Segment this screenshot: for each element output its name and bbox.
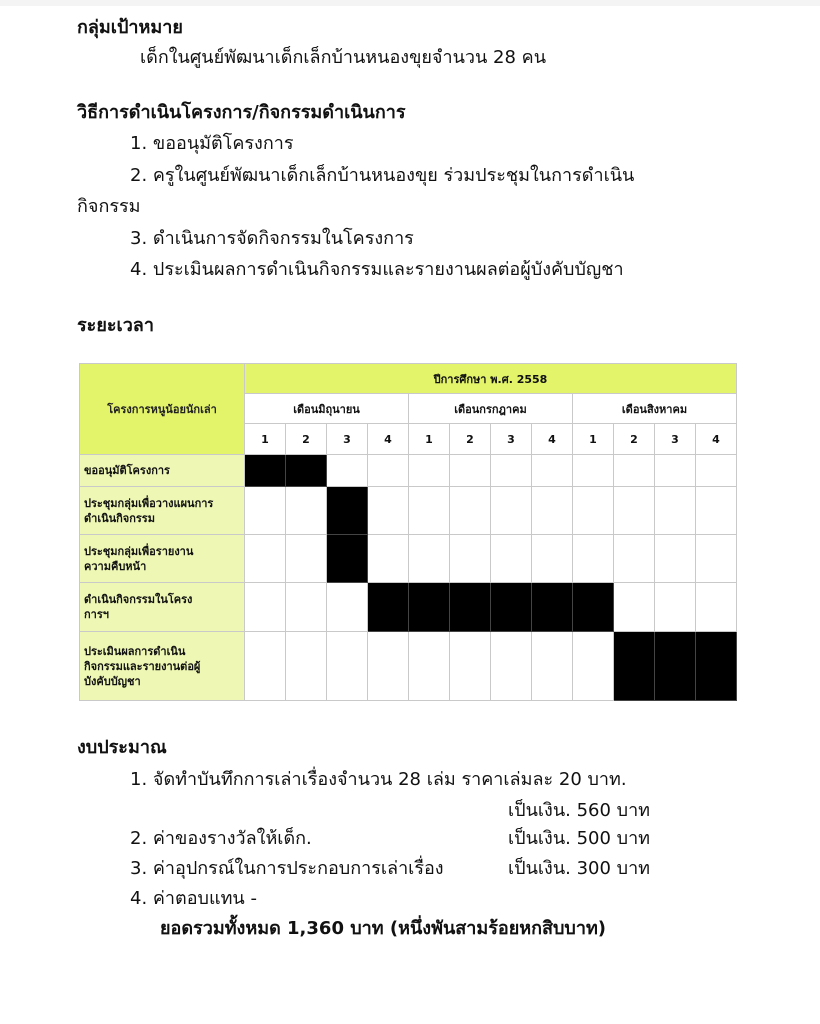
month-header [573, 394, 737, 424]
target-text: เด็กในศูนย์พัฒนาเด็กเล็กบ้านหนองขุยจำนวน 28 คน [140, 47, 546, 68]
project-label: โครงการหนูน้อยนักเล่า [107, 403, 217, 416]
schedule-cell [245, 535, 286, 583]
week-number: 2 [466, 432, 474, 446]
schedule-cell [286, 632, 327, 701]
activity-label-line: ประชุมกลุ่มเพื่อวางแผนการ [84, 496, 214, 510]
schedule-cell-active [532, 583, 573, 632]
schedule-cell [532, 535, 573, 583]
schedule-cell [491, 535, 532, 583]
budget-item: 1. จัดทำบันทึกการเล่าเรื่องจำนวน 28 เล่ม ราคาเล่มละ 20 บาท. [130, 769, 627, 790]
schedule-cell [368, 455, 409, 487]
activity-label-cell [80, 632, 245, 701]
activity-label-line: ความคืบหน้า [84, 559, 147, 573]
schedule-cell-active [491, 583, 532, 632]
schedule-cell [696, 487, 737, 535]
schedule-cell [573, 632, 614, 701]
schedule-cell [573, 455, 614, 487]
schedule-cell [696, 535, 737, 583]
activity-row [80, 535, 737, 583]
schedule-cell-active [245, 455, 286, 487]
schedule-cell [245, 583, 286, 632]
budget-item: 3. ค่าอุปกรณ์ในการประกอบการเล่าเรื่อง [130, 858, 444, 879]
schedule-cell [655, 535, 696, 583]
week-number-cell [696, 424, 737, 455]
schedule-cell [491, 455, 532, 487]
schedule-cell [327, 455, 368, 487]
schedule-cell [696, 455, 737, 487]
schedule-cell [327, 583, 368, 632]
method-heading: วิธีการดำเนินโครงการ/กิจกรรมดำเนินการ [77, 102, 406, 123]
week-number: 3 [671, 432, 679, 446]
schedule-cell [286, 535, 327, 583]
method-step-continuation: กิจกรรม [77, 196, 141, 217]
month-label: เดือนสิงหาคม [621, 402, 688, 416]
activity-row [80, 487, 737, 535]
week-number-cell [409, 424, 450, 455]
week-number: 4 [384, 432, 392, 446]
budget-heading: งบประมาณ [77, 737, 167, 758]
week-number: 2 [302, 432, 310, 446]
month-header [409, 394, 573, 424]
activity-label-line: ขออนุมัติโครงการ [84, 464, 170, 477]
method-step: 3. ดำเนินการจัดกิจกรรมในโครงการ [130, 228, 414, 249]
week-number-cell [327, 424, 368, 455]
schedule-cell [491, 487, 532, 535]
schedule-cell-active [614, 632, 655, 701]
schedule-cell-active [655, 632, 696, 701]
schedule-cell-active [286, 455, 327, 487]
budget-item: 2. ค่าของรางวัลให้เด็ก. [130, 828, 312, 849]
week-number-cell [491, 424, 532, 455]
target-heading: กลุ่มเป้าหมาย [77, 17, 183, 38]
activity-label-line: บังคับบัญชา [84, 674, 141, 688]
week-number: 2 [630, 432, 638, 446]
top-edge [0, 0, 820, 6]
schedule-cell-active [327, 535, 368, 583]
schedule-cell [655, 583, 696, 632]
schedule-cell-active [696, 632, 737, 701]
budget-item: 4. ค่าตอบแทน - [130, 888, 257, 909]
schedule-cell [532, 632, 573, 701]
schedule-cell [450, 535, 491, 583]
project-label-cell [80, 364, 245, 455]
activity-label-cell [80, 455, 245, 487]
year-header [245, 364, 737, 394]
week-number: 1 [425, 432, 433, 446]
activity-label-line: ประเมินผลการดำเนิน [84, 644, 186, 658]
method-step: 1. ขออนุมัติโครงการ [130, 133, 294, 154]
activity-label-line: ประชุมกลุ่มเพื่อรายงาน [84, 544, 194, 558]
week-number-cell [450, 424, 491, 455]
schedule-cell [573, 535, 614, 583]
week-number-cell [573, 424, 614, 455]
schedule-cell [245, 487, 286, 535]
schedule-cell [450, 632, 491, 701]
activity-label-line: กิจกรรมและรายงานต่อผู้ [84, 659, 201, 673]
month-label: เดือนกรกฎาคม [454, 402, 527, 416]
schedule-cell [655, 455, 696, 487]
schedule-cell [614, 583, 655, 632]
budget-amount: เป็นเงิน. 300 บาท [508, 858, 651, 879]
week-number: 3 [343, 432, 351, 446]
activity-label-cell [80, 487, 245, 535]
schedule-cell [245, 632, 286, 701]
schedule-cell [614, 487, 655, 535]
week-number-cell [245, 424, 286, 455]
schedule-cell [409, 487, 450, 535]
schedule-cell [368, 535, 409, 583]
schedule-cell [614, 455, 655, 487]
activity-row [80, 455, 737, 487]
week-number: 4 [712, 432, 720, 446]
budget-total: ยอดรวมทั้งหมด 1,360 บาท (หนึ่งพันสามร้อยหกสิบบาท) [160, 918, 607, 939]
activity-label-line: ดำเนินกิจกรรมในโครง [84, 593, 193, 606]
schedule-cell-active [573, 583, 614, 632]
activity-label-cell [80, 583, 245, 632]
schedule-cell [532, 455, 573, 487]
week-number-cell [532, 424, 573, 455]
schedule-cell-active [450, 583, 491, 632]
week-number: 3 [507, 432, 515, 446]
method-step: 4. ประเมินผลการดำเนินกิจกรรมและรายงานผลต่อผู้บังคับบัญชา [130, 259, 624, 280]
week-number-cell [655, 424, 696, 455]
activity-label-line: ดำเนินกิจกรรม [84, 511, 155, 525]
week-number-cell [614, 424, 655, 455]
schedule-cell [532, 487, 573, 535]
schedule-cell [327, 632, 368, 701]
schedule-cell [368, 487, 409, 535]
week-number: 1 [589, 432, 597, 446]
month-label: เดือนมิถุนายน [293, 402, 360, 416]
schedule-cell [696, 583, 737, 632]
method-step: 2. ครูในศูนย์พัฒนาเด็กเล็กบ้านหนองขุย ร่วมประชุมในการดำเนิน [130, 165, 635, 186]
week-number-cell [368, 424, 409, 455]
schedule-cell-active [368, 583, 409, 632]
activity-row [80, 583, 737, 632]
schedule-cell-active [409, 583, 450, 632]
week-number: 1 [261, 432, 269, 446]
gantt-table [79, 363, 737, 701]
schedule-cell [614, 535, 655, 583]
schedule-cell [491, 632, 532, 701]
activity-label-line: การฯ [84, 608, 109, 621]
year-label: ปีการศึกษา พ.ศ. 2558 [433, 372, 548, 386]
activity-row [80, 632, 737, 701]
week-number: 4 [548, 432, 556, 446]
activity-label-cell [80, 535, 245, 583]
week-number-cell [286, 424, 327, 455]
period-heading: ระยะเวลา [77, 315, 154, 336]
schedule-cell [286, 583, 327, 632]
budget-amount: เป็นเงิน. 500 บาท [508, 828, 651, 849]
schedule-cell [409, 455, 450, 487]
schedule-cell-active [327, 487, 368, 535]
schedule-cell [409, 632, 450, 701]
schedule-cell [409, 535, 450, 583]
schedule-cell [655, 487, 696, 535]
schedule-cell [450, 487, 491, 535]
month-header [245, 394, 409, 424]
schedule-cell [368, 632, 409, 701]
budget-amount: เป็นเงิน. 560 บาท [508, 800, 651, 821]
schedule-cell [450, 455, 491, 487]
schedule-cell [286, 487, 327, 535]
schedule-cell [573, 487, 614, 535]
